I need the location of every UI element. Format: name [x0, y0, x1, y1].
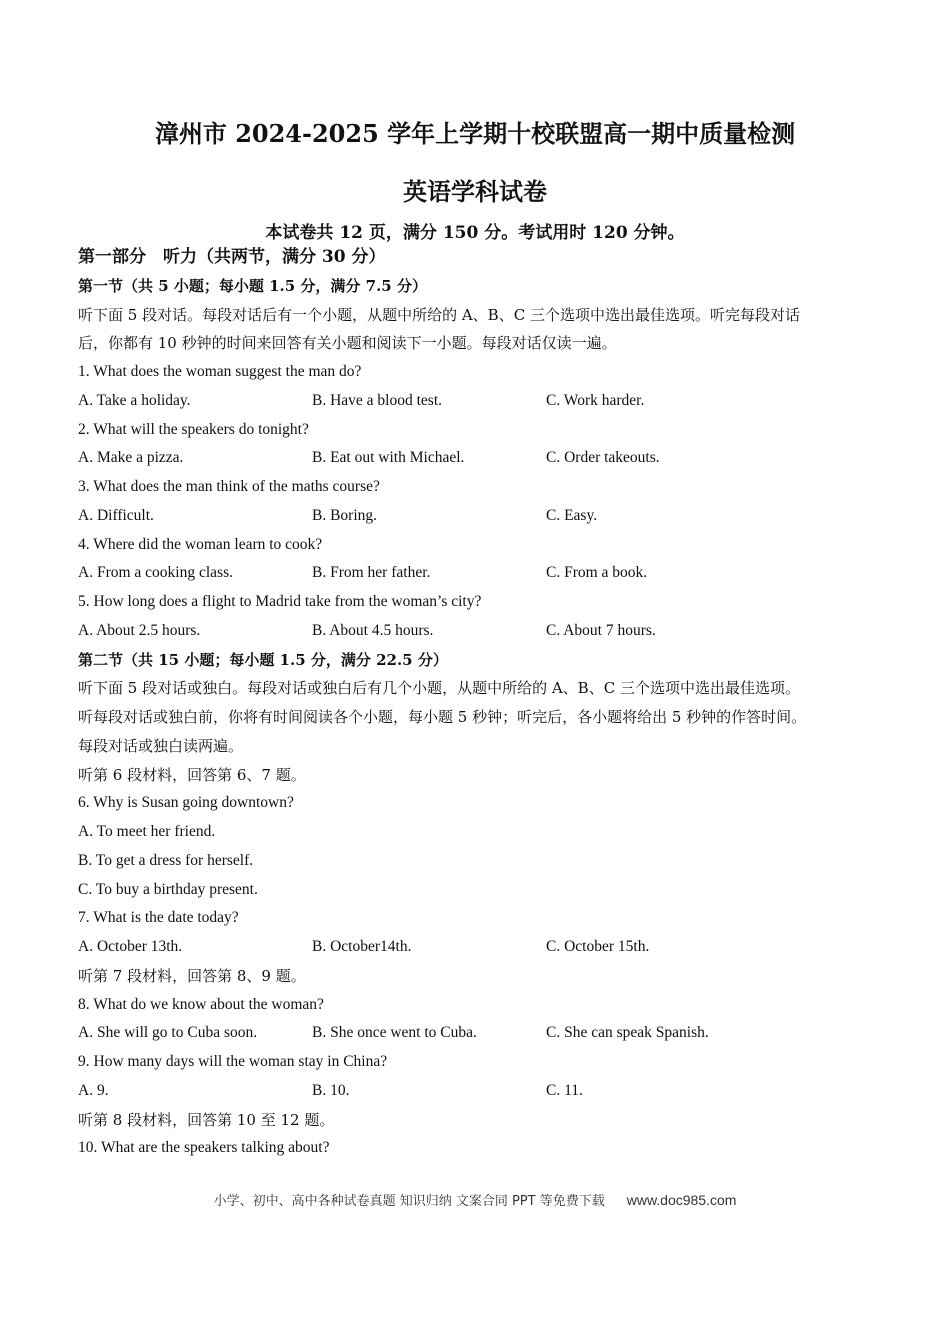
- instruction-line: 后，你都有 10 秒钟的时间来回答有关小题和阅读下一小题。每段对话仅读一遍。: [78, 334, 617, 353]
- footer-text: 小学、初中、高中各种试卷真题 知识归纳 文案合同 PPT 等免费下载: [213, 1194, 605, 1209]
- option-a: A. From a cooking class.: [78, 564, 233, 582]
- question-9: 9. How many days will the woman stay in China?: [78, 1053, 388, 1070]
- exam-title: 漳州市 2024-2025 学年上学期十校联盟高一期中质量检测: [154, 119, 796, 148]
- options-1: [78, 387, 893, 416]
- option-b: B. She once went to Cuba.: [312, 1024, 477, 1042]
- option-c: C. She can speak Spanish.: [546, 1024, 709, 1042]
- option-c: C. From a book.: [546, 564, 648, 582]
- option-a: A. October 13th.: [78, 938, 183, 955]
- section-heading: 第二节（共 15 小题；每小题 1.5 分，满分 22.5 分）: [78, 650, 448, 669]
- question-3: 3. What does the man think of the maths course?: [78, 478, 380, 495]
- options-7: [78, 933, 893, 962]
- option-b: B. Boring.: [312, 506, 378, 524]
- question-10: 10. What are the speakers talking about?: [78, 1139, 330, 1157]
- instruction-line: 每段对话或独白读两遍。: [78, 736, 244, 755]
- option-a: A. Difficult.: [78, 506, 154, 524]
- option-b: B. About 4.5 hours.: [312, 621, 434, 639]
- options-5: [78, 617, 893, 646]
- option-c: C. To buy a birthday present.: [78, 880, 258, 898]
- instruction-line: 听下面 5 段对话。每段对话后有一个小题，从题中所给的 A、B、C 三个选项中选出最佳选项。听完每段对话: [78, 305, 800, 324]
- option-a: A. Make a pizza.: [78, 449, 184, 467]
- material-note: 听第 6 段材料，回答第 6、7 题。: [78, 765, 306, 784]
- exam-info: 本试卷共 12 页，满分 150 分。考试用时 120 分钟。: [265, 223, 685, 243]
- option-b: B. From her father.: [312, 564, 431, 582]
- option-b: B. To get a dress for herself.: [78, 851, 254, 869]
- option-b: B. Eat out with Michael.: [312, 449, 465, 467]
- question-2: 2. What will the speakers do tonight?: [78, 420, 309, 438]
- question-6: 6. Why is Susan going downtown?: [78, 794, 294, 812]
- option-b: B. 10.: [312, 1081, 350, 1099]
- question-4: 4. Where did the woman learn to cook?: [78, 535, 323, 553]
- page-footer: [0, 1190, 950, 1209]
- option-c: C. 11.: [546, 1081, 583, 1099]
- part-heading: 第一部分 听力（共两节，满分 30 分）: [78, 247, 386, 267]
- question-7: 7. What is the date today?: [78, 909, 239, 927]
- question-5: 5. How long does a flight to Madrid take from the woman’s city?: [78, 593, 482, 610]
- options-4: [78, 559, 893, 588]
- material-note: 听第 8 段材料，回答第 10 至 12 题。: [78, 1110, 335, 1129]
- option-b: B. October14th.: [312, 938, 412, 955]
- exam-content: [78, 243, 893, 1163]
- options-8: [78, 1019, 893, 1048]
- instruction-line: 听每段对话或独白前，你将有时间阅读各个小题，每小题 5 秒钟；听完后，各小题将给出 5 秒钟的作答时间。: [78, 708, 807, 726]
- instruction-line: 听下面 5 段对话或独白。每段对话或独白后有几个小题，从题中所给的 A、B、C 三个选项中选出最佳选项。: [78, 679, 800, 698]
- material-note: 听第 7 段材料，回答第 8、9 题。: [78, 966, 306, 985]
- section-heading: 第一节（共 5 小题；每小题 1.5 分，满分 7.5 分）: [78, 276, 427, 295]
- option-a: A. 9.: [78, 1081, 109, 1099]
- option-c: C. Order takeouts.: [546, 449, 660, 467]
- question-1: 1. What does the woman suggest the man do?: [78, 363, 362, 380]
- question-8: 8. What do we know about the woman?: [78, 995, 324, 1013]
- option-c: C. October 15th.: [546, 938, 650, 955]
- option-a: A. About 2.5 hours.: [78, 621, 201, 639]
- option-a: A. To meet her friend.: [78, 823, 216, 840]
- options-9: [78, 1077, 893, 1106]
- option-a: A. She will go to Cuba soon.: [78, 1024, 258, 1042]
- footer-url[interactable]: www.doc985.com: [626, 1192, 737, 1208]
- option-c: C. Easy.: [546, 506, 598, 524]
- option-c: C. Work harder.: [546, 391, 645, 409]
- option-a: A. Take a holiday.: [78, 391, 191, 409]
- exam-subject-title: 英语学科试卷: [403, 177, 547, 206]
- option-c: C. About 7 hours.: [546, 621, 656, 639]
- options-3: [78, 502, 893, 531]
- option-b: B. Have a blood test.: [312, 391, 443, 409]
- options-2: [78, 444, 893, 473]
